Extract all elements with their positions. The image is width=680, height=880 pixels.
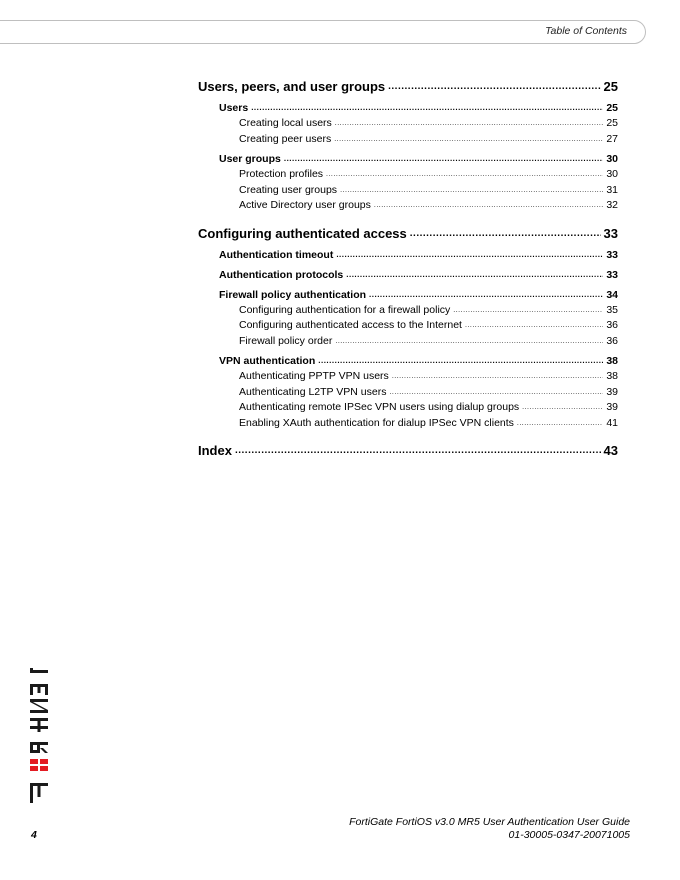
toc-entry-page: 36 [606,334,618,347]
dot-leader [340,183,603,199]
dot-leader [335,334,603,350]
toc-entry-title: Creating user groups [239,183,338,196]
dot-leader [346,267,603,283]
toc-entry-title: Authenticating remote IPSec VPN users using dialup groups [239,401,520,413]
footer-doc-id: 01-30005-0347-20071005 [508,829,630,841]
header-title: Table of Contents [545,25,627,37]
toc-entry-page: 39 [606,385,618,398]
toc-entry-title: User groups [219,153,281,165]
toc-entry-level-2 [198,353,618,369]
toc-entry-page: 43 [603,443,618,458]
footer-guide-title: FortiGate FortiOS v3.0 MR5 User Authentication User Guide [349,816,630,828]
toc-entry-page: 25 [606,102,618,114]
toc-entry-page: 35 [606,303,618,316]
toc-entry-page: 33 [606,268,618,281]
dot-leader [334,132,603,148]
toc-entry-title: Firewall policy authentication [219,288,367,301]
toc-entry-page: 38 [606,370,618,382]
toc-entry-level-1 [198,223,618,245]
header-bar [0,20,646,44]
toc-entry-title: Authenticating PPTP VPN users [239,370,389,382]
dot-leader [388,76,600,98]
toc-entry-page: 38 [606,355,618,367]
toc-entry-page: 34 [606,288,618,301]
toc-entry-level-3 [198,303,618,319]
toc-entry-title: Authentication timeout [219,248,334,261]
toc-entry-page: 25 [603,79,618,94]
dot-leader [453,303,603,319]
toc-entry-title: Enabling XAuth authentication for dialup IPSec VPN clients [239,416,514,429]
dot-leader [389,385,603,401]
dot-leader [336,247,603,263]
toc-entry-level-3 [198,400,618,416]
toc-entry-level-3 [198,318,618,334]
toc-entry-page: 33 [603,225,618,241]
toc-entry-page: 41 [606,416,618,429]
dot-leader [235,440,601,462]
toc-entry-page: 33 [606,248,618,261]
toc-entry-title: Active Directory user groups [239,199,371,211]
dot-leader [392,369,604,385]
toc-entry-level-3 [198,132,618,148]
toc-entry-level-3 [198,416,618,432]
toc-entry-page: 36 [606,319,618,331]
toc-entry-title: Protection profiles [239,168,324,180]
toc-entry-level-3 [198,369,618,385]
toc-entry-title: Configuring authenticated access to the Internet [239,319,462,331]
dot-leader [374,198,603,214]
dot-leader [369,287,603,303]
toc-entry-level-2 [198,287,618,303]
toc-entry-level-2 [198,267,618,283]
toc-entry-page: 31 [606,183,618,196]
toc-entry-page: 25 [606,117,618,129]
footer-doc-info [349,816,630,842]
toc-entry-level-3 [198,167,618,183]
toc-entry-title: Authentication protocols [219,268,344,281]
toc-entry-level-2 [198,100,618,116]
toc-entry-page: 39 [606,401,618,413]
toc-entry-page: 30 [606,153,618,165]
toc-entry-title: VPN authentication [219,355,316,367]
dot-leader [251,100,603,116]
footer-page-number: 4 [31,829,37,841]
toc-entry-title: Index [198,443,232,458]
dot-leader [410,223,601,245]
toc-entry-title: Firewall policy order [239,334,333,347]
toc-entry-title: Authenticating L2TP VPN users [239,385,387,398]
toc-entry-page: 30 [606,168,618,180]
toc-entry-title: Configuring authentication for a firewall policy [239,303,451,316]
dot-leader [335,116,604,132]
toc-entry-level-3 [198,198,618,214]
dot-leader [326,167,603,183]
dot-leader [318,353,603,369]
dot-leader [284,151,603,167]
toc-entry-level-2 [198,151,618,167]
dot-leader [522,400,603,416]
toc-entry-level-3 [198,116,618,132]
toc-entry-title: Configuring authenticated access [198,225,407,241]
toc-entry-title: Creating local users [239,117,332,129]
toc-entry-title: Users [219,102,249,114]
toc-entry-level-1 [198,76,618,98]
toc-entry-level-1 [198,440,618,462]
toc-entry-page: 32 [606,199,618,211]
dot-leader [465,318,603,334]
toc-entry-level-3 [198,334,618,350]
toc-entry-page: 27 [606,132,618,145]
fortinet-logo-icon [30,668,48,804]
toc-entry-title: Users, peers, and user groups [198,79,386,94]
toc-entry-level-3 [198,183,618,199]
table-of-contents [198,76,618,462]
toc-entry-title: Creating peer users [239,132,332,145]
toc-entry-level-2 [198,247,618,263]
toc-entry-level-3 [198,385,618,401]
dot-leader [517,416,603,432]
